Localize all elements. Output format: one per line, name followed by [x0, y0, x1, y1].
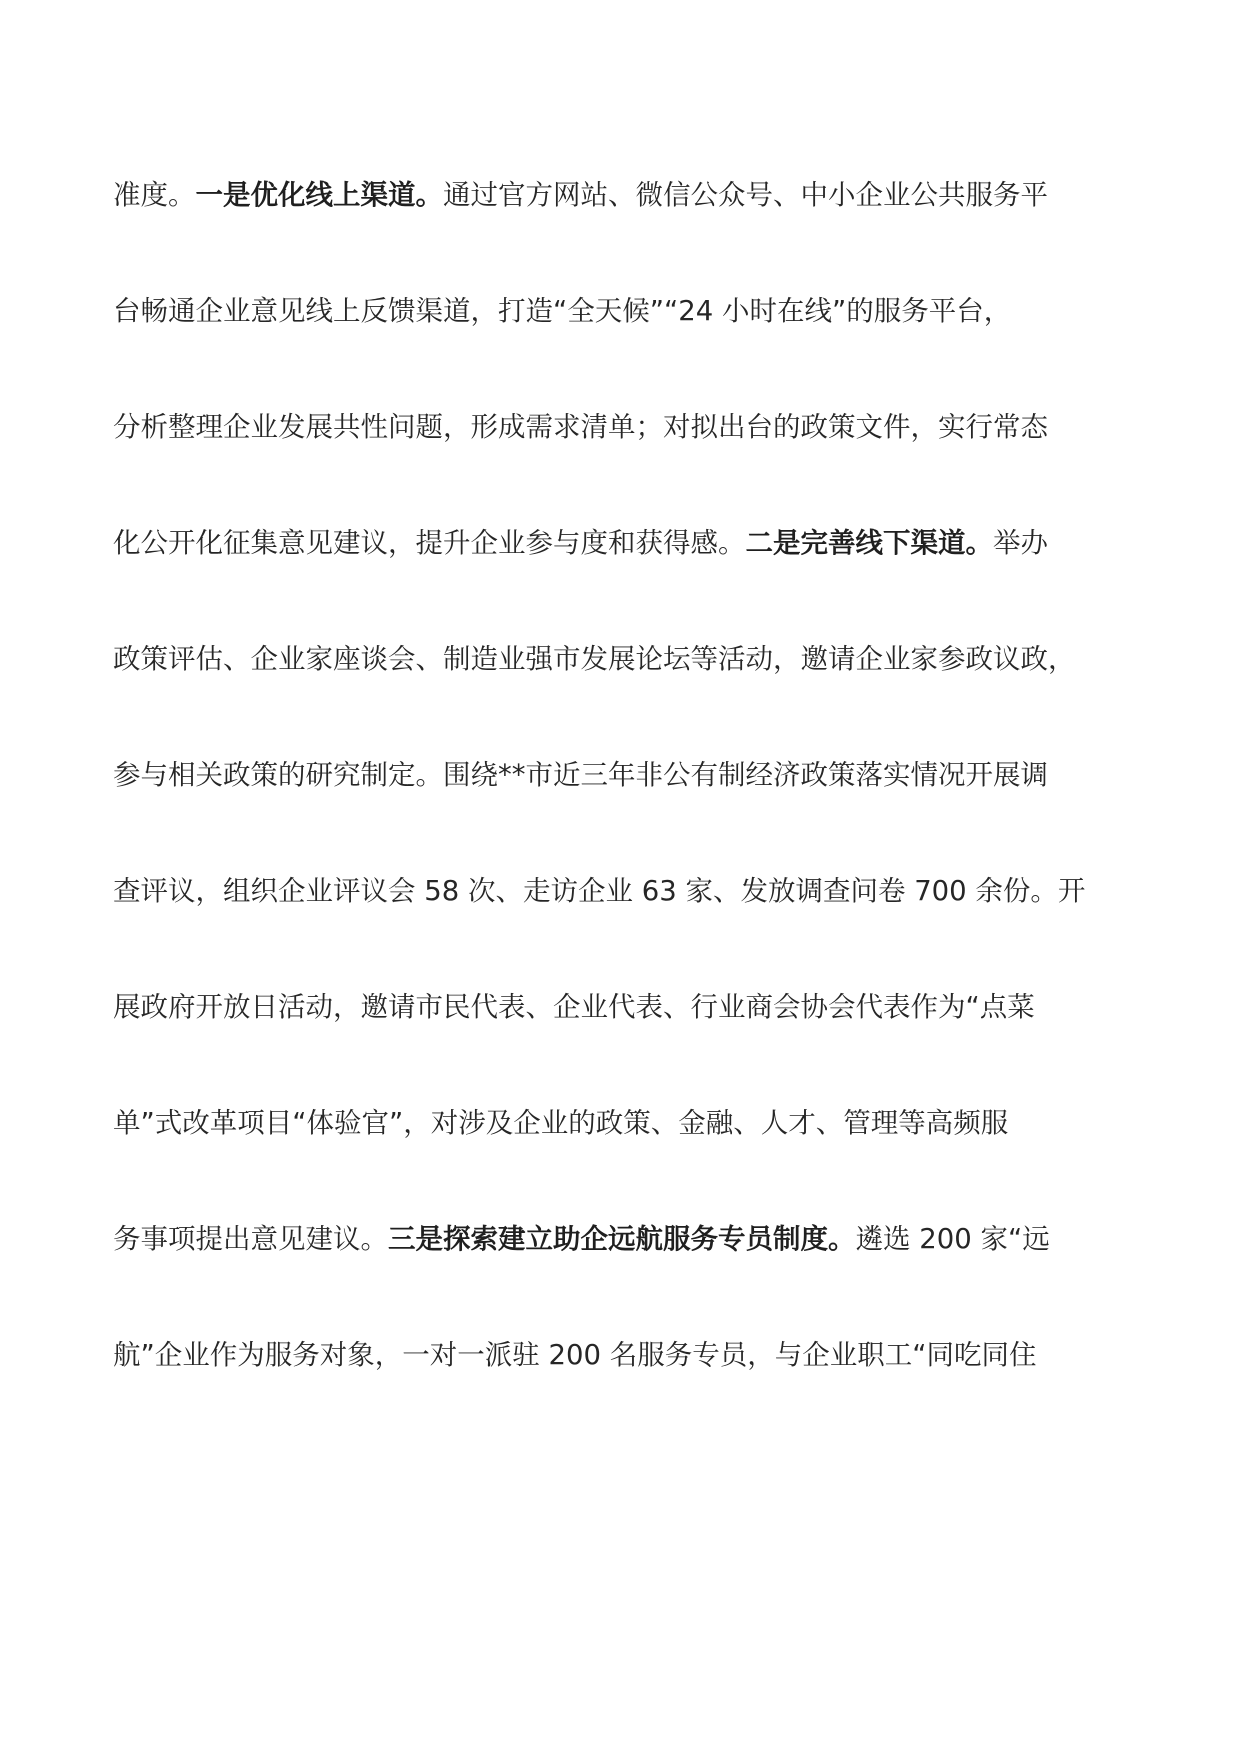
line-text: 展政府开放日活动，邀请市民代表、企业代表、行业商会协会代表作为“点菜 — [113, 991, 1035, 1023]
text-line-7 — [113, 871, 1153, 911]
line-text: 政策评估、企业家座谈会、制造业强市发展论坛等活动，邀请企业家参政议政， — [113, 643, 1076, 675]
line-text: 台畅通企业意见线上反馈渠道，打造“全天候”“24 小时在线”的服务平台， — [113, 295, 1012, 327]
text-line-2 — [113, 291, 1153, 331]
bold-heading: 一是优化线上渠道。 — [195, 179, 443, 211]
bold-heading: 三是探索建立助企远航服务专员制度。 — [388, 1223, 856, 1255]
line-text: 遴选 200 家“远 — [855, 1223, 1050, 1255]
text-line-3 — [113, 407, 1153, 447]
text-line-8 — [113, 987, 1153, 1027]
text-line-5 — [113, 639, 1153, 679]
text-line-4 — [113, 523, 1153, 563]
line-text: 航”企业作为服务对象，一对一派驻 200 名服务专员，与企业职工“同吃同住 — [113, 1339, 1037, 1371]
line-text: 分析整理企业发展共性问题，形成需求清单；对拟出台的政策文件，实行常态 — [113, 411, 1048, 443]
text-line-10 — [113, 1219, 1153, 1259]
bold-heading: 二是完善线下渠道。 — [745, 527, 993, 559]
text-line-6 — [113, 755, 1153, 795]
line-text: 举办 — [993, 527, 1048, 559]
line-text: 通过官方网站、微信公众号、中小企业公共服务平 — [443, 179, 1048, 211]
text-line-9 — [113, 1103, 1153, 1143]
line-text: 务事项提出意见建议。 — [113, 1223, 388, 1255]
line-text: 化公开化征集意见建议，提升企业参与度和获得感。 — [113, 527, 746, 559]
text-line-11 — [113, 1335, 1153, 1375]
line-text: 准度。 — [113, 179, 196, 211]
text-line-1 — [113, 175, 1153, 215]
line-text: 参与相关政策的研究制定。围绕**市近三年非公有制经济政策落实情况开展调 — [113, 759, 1048, 791]
line-text: 查评议，组织企业评议会 58 次、走访企业 63 家、发放调查问卷 700 余份。开 — [113, 875, 1086, 907]
line-text: 单”式改革项目“体验官”，对涉及企业的政策、金融、人才、管理等高频服 — [113, 1107, 1009, 1139]
